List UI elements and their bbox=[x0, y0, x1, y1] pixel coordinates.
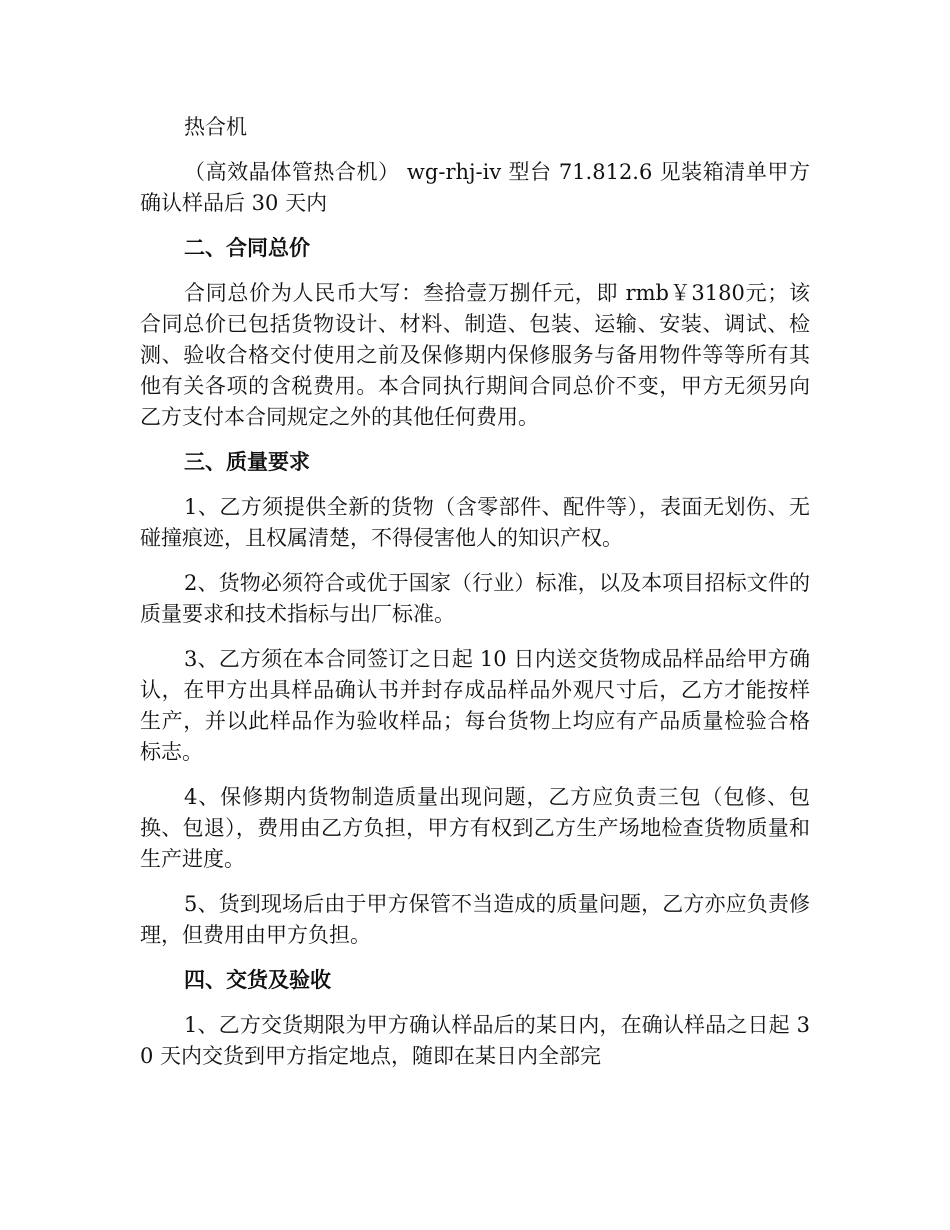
quality-item-3: 3、乙方须在本合同签订之日起 10 日内送交货物成品样品给甲方确认，在甲方出具样品确认书并封存成品样品外观尺寸后，乙方才能按样生产，并以此样品作为验收样品；每台货物上均应有产品质量检验合格标志。 bbox=[140, 647, 810, 764]
total-price-paragraph: 合同总价为人民币大写：叁拾壹万捌仟元，即 rmb￥3180元；该合同总价已包括货物设计、材料、制造、包装、运输、安装、调试、检测、验收合格交付使用之前及保修期内保修服务与备用物件等等所有其他有关各项的含税费用。本合同执行期间合同总价不变，甲方无须另向乙方支付本合同规定之外的其他任何费用。 bbox=[140, 281, 810, 429]
section-heading-total-price: 二、合同总价 bbox=[184, 236, 310, 260]
section-heading-quality: 三、质量要求 bbox=[184, 450, 310, 474]
quality-item-5: 5、货到现场后由于甲方保管不当造成的质量问题，乙方亦应负责修理，但费用由甲方负担。 bbox=[140, 892, 810, 947]
quality-item-2: 2、货物必须符合或优于国家（行业）标准，以及本项目招标文件的质量要求和技术指标与出厂标准。 bbox=[140, 571, 810, 626]
document-body bbox=[140, 112, 810, 1086]
quality-item-4: 4、保修期内货物制造质量出现问题，乙方应负责三包（包修、包换、包退），费用由乙方负担，甲方有权到乙方生产场地检查货物质量和生产进度。 bbox=[140, 785, 810, 871]
section-heading-delivery: 四、交货及验收 bbox=[184, 968, 331, 992]
delivery-item-1: 1、乙方交货期限为甲方确认样品后的某日内，在确认样品之日起 30 天内交货到甲方指定地点，随即在某日内全部完 bbox=[140, 1013, 810, 1068]
product-detail-paragraph: （高效晶体管热合机） wg-rhj-iv 型台 71.812.6 见装箱清单甲方确认样品后 30 天内 bbox=[140, 160, 810, 215]
quality-item-1: 1、乙方须提供全新的货物（含零部件、配件等），表面无划伤、无碰撞痕迹，且权属清楚，不得侵害他人的知识产权。 bbox=[140, 495, 810, 550]
product-name-paragraph: 热合机 bbox=[184, 115, 247, 139]
